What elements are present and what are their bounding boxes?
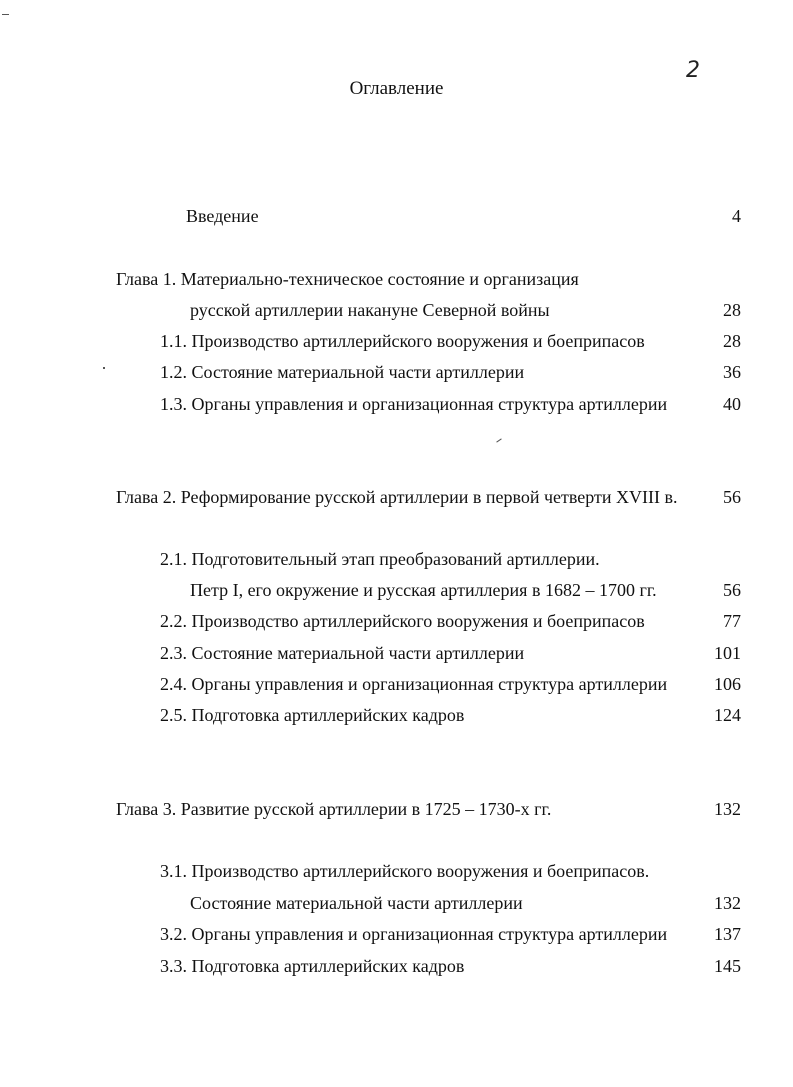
- toc-label: Введение: [186, 206, 259, 226]
- toc-label: 3.2. Органы управления и организационная структура артиллерии: [160, 924, 668, 944]
- toc-section-3-3: [0, 953, 793, 979]
- toc-chapter-3: [0, 796, 793, 822]
- toc-section-1-1: [0, 328, 793, 354]
- toc-label: 2.5. Подготовка артиллерийских кадров: [160, 705, 465, 725]
- toc-section-2-2: [0, 608, 793, 634]
- toc-label: 2.3. Состояние материальной части артиллерии: [160, 643, 525, 663]
- toc-label: 1.3. Органы управления и организационная структура артиллерии: [160, 394, 668, 414]
- handwritten-page-number: 2: [686, 58, 700, 83]
- toc-label: Состояние материальной части артиллерии: [190, 893, 523, 913]
- toc-label: 2.1. Подготовительный этап преобразований артиллерии.: [160, 549, 600, 569]
- toc-section-3-1-line1: [0, 858, 793, 884]
- toc-label: 1.1. Производство артиллерийского вооружения и боеприпасов: [160, 331, 645, 351]
- toc-entry-intro: [0, 203, 793, 229]
- toc-label: 1.2. Состояние материальной части артиллерии: [160, 362, 525, 382]
- toc-label: Глава 1. Материально-техническое состояние и организация: [116, 269, 579, 289]
- toc-page-number: 28: [723, 300, 741, 320]
- toc-chapter-1-line2: [0, 297, 793, 323]
- toc-section-2-4: [0, 671, 793, 697]
- toc-page-number: 106: [714, 674, 741, 694]
- toc-page-number: 145: [714, 956, 741, 976]
- toc-page-number: 77: [723, 611, 741, 631]
- toc-label: 2.2. Производство артиллерийского вооружения и боеприпасов: [160, 611, 645, 631]
- toc-section-3-2: [0, 921, 793, 947]
- toc-section-2-3: [0, 640, 793, 666]
- toc-label: Глава 2. Реформирование русской артиллерии в первой четверти XVIII в.: [116, 487, 678, 507]
- scan-speck: [496, 438, 501, 442]
- toc-section-1-2: [0, 359, 793, 385]
- toc-page-number: 101: [714, 643, 741, 663]
- toc-section-2-1-line1: [0, 546, 793, 572]
- toc-section-2-5: [0, 702, 793, 728]
- toc-page-number: 56: [723, 487, 741, 507]
- scan-speck: [2, 14, 9, 15]
- toc-page-number: 124: [714, 705, 741, 725]
- toc-label: 3.3. Подготовка артиллерийских кадров: [160, 956, 465, 976]
- toc-label: русской артиллерии накануне Северной войны: [190, 300, 550, 320]
- toc-page-number: 56: [723, 580, 741, 600]
- toc-page-number: 36: [723, 362, 741, 382]
- toc-label: Петр I, его окружение и русская артиллерия в 1682 – 1700 гг.: [190, 580, 657, 600]
- toc-page-number: 4: [732, 206, 741, 226]
- toc-chapter-1-line1: [0, 266, 793, 292]
- toc-page-number: 28: [723, 331, 741, 351]
- toc-label: 2.4. Органы управления и организационная структура артиллерии: [160, 674, 668, 694]
- toc-label: 3.1. Производство артиллерийского вооружения и боеприпасов.: [160, 861, 650, 881]
- toc-page-number: 40: [723, 394, 741, 414]
- toc-section-1-3: [0, 391, 793, 417]
- toc-label: Глава 3. Развитие русской артиллерии в 1725 – 1730-х гг.: [116, 799, 552, 819]
- page-title: Оглавление: [349, 78, 444, 99]
- toc-chapter-2: [0, 484, 793, 510]
- toc-page-number: 137: [714, 924, 741, 944]
- toc-page-number: 132: [714, 893, 741, 913]
- toc-section-3-1-line2: [0, 890, 793, 916]
- toc-section-2-1-line2: [0, 577, 793, 603]
- toc-page-number: 132: [714, 799, 741, 819]
